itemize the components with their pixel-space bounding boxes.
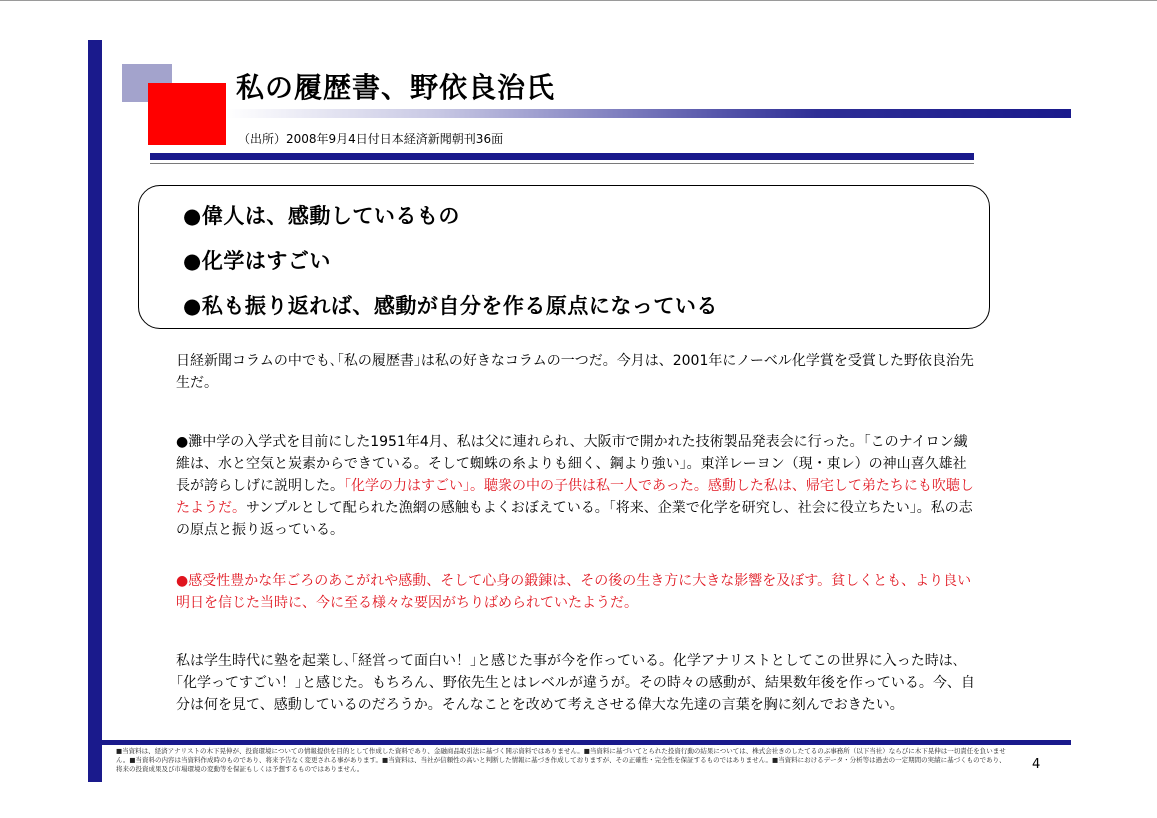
title-underline	[226, 109, 1071, 118]
story-text: ●灘中学の入学式を目前にした1951年4月、私は父に連れられ、大阪市で開かれた技術製品発表会に行った。｢このナイロン繊維は、水と空気と炭素からできている。そして蜘蛛の糸よりも細く、鋼より強い｣。東洋レーヨン（現・東レ）の神山喜久雄社長が誇らしげに説明した。	[176, 434, 968, 494]
closing-paragraph: 私は学生時代に塾を起業し､｢経営って面白い！｣と感じた事が今を作っている。化学アナリストとしてこの世界に入った時は､｢化学ってすごい！｣と感じた。もちろん、野依先生とはレベルが違うが。その時々の感動が、結果数年後を作っている。今、自分は何を見て、感動しているのだろうか。そんなことを改めて考えさせる偉大な先達の言葉を胸に刻んでおきたい。	[176, 653, 975, 713]
lesson-paragraph: ●感受性豊かな年ごろのあこがれや感動、そして心身の鍛錬は、その後の生き方に大きな影響を及ぼす。貧しくとも、より良い明日を信じた当時に、今に至る様々な要因がちりばめられていたようだ。	[176, 573, 972, 611]
disclaimer-text: ■当資料は、経済アナリストの木下晃伸が、投資環境についての情報提供を目的として作成した資料であり、金融商品取引法に基づく開示資料ではありません。■当資料に基づいてとられた投資行動の結果については、株式会社きのしたてるのぶ事務所（以下当社）ならびに木下晃伸は一切責任を負いません。■当資料の内容は当資料作成時のものであり、将来予告なく変更される事があります。■当資料は、当社が信頼性の高いと判断した情報に基づき作成しておりますが、その正確性・完全性を保証するものではありません。■当資料におけるデータ・分析等は過去の一定期間の実績に基づくものであり、将来の投資成果及び市場環境の変動等を保証もしくは予想するものではありません。	[116, 747, 1006, 773]
left-vertical-bar	[88, 40, 102, 782]
intro-paragraph: 日経新聞コラムの中でも､｢私の履歴書｣は私の好きなコラムの一つだ。今月は、2001年にノーベル化学賞を受賞した野依良治先生だ。	[176, 353, 974, 391]
footer-rule	[102, 740, 1071, 745]
top-border	[0, 0, 1157, 1]
story-text-cont: サンプルとして配られた漁網の感触もよくおぼえている。｢将来、企業で化学を研究し、社会に役立ちたい｣。私の志の原点と振り返っている。	[176, 500, 973, 538]
slide-title: 私の履歴書、野依良治氏	[236, 71, 556, 104]
story-paragraph	[176, 431, 976, 541]
highlight-item: ●私も振り返れば、感動が自分を作る原点になっている	[183, 294, 718, 318]
source-rule-thin	[150, 163, 974, 164]
source-rule-thick	[150, 153, 974, 160]
highlight-item: ●偉人は、感動しているもの	[183, 204, 460, 228]
story-emphasis: ｢化学の力はすごい｣。聴衆の中の子供は私一人であった。感動した私は、帰宅して弟たちにも吹聴したようだ。	[176, 478, 974, 516]
highlight-item: ●化学はすごい	[183, 249, 331, 273]
decor-square-red	[148, 83, 226, 145]
source-citation: （出所）2008年9月4日付日本経済新聞朝刊36面	[238, 132, 504, 146]
page-number: 4	[1032, 757, 1041, 772]
